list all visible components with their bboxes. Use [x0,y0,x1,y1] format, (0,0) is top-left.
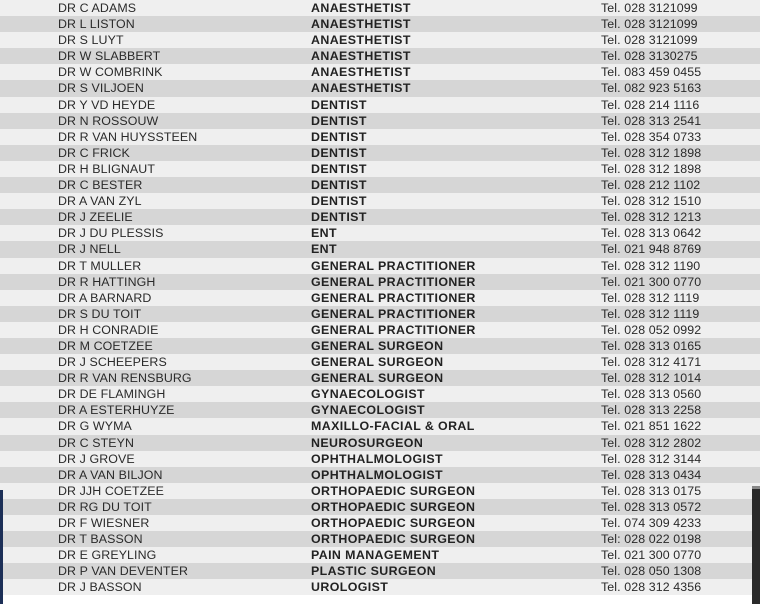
doctor-telephone: Tel. 028 312 1898 [601,161,702,176]
doctor-specialty: GENERAL PRACTITIONER [311,306,476,321]
doctor-telephone: Tel. 028 3130275 [601,49,698,64]
doctor-specialty: ANAESTHETIST [311,17,411,32]
directory-row [0,97,760,113]
directory-row [0,386,760,402]
doctor-specialty: PLASTIC SURGEON [311,564,437,579]
doctor-name: DR C ADAMS [58,1,137,15]
doctor-name: DR J ZEELIE [58,210,133,225]
doctor-telephone: Tel. 028 312 4356 [601,580,702,595]
doctor-specialty: ANAESTHETIST [311,1,411,15]
doctor-telephone: Tel. 028 3121099 [601,33,698,48]
directory-row [0,274,760,290]
doctor-name: DR J SCHEEPERS [58,355,167,370]
doctor-name: DR T MULLER [58,258,142,273]
directory-row [0,354,760,370]
doctor-name: DR A ESTERHUYZE [58,403,175,418]
doctor-specialty: DENTIST [311,113,367,128]
doctor-telephone: Tel. 028 312 1014 [601,371,702,386]
directory-row [0,579,760,595]
directory-row [0,80,760,96]
doctor-specialty: DENTIST [311,97,367,112]
doctor-specialty: OPHTHALMOLOGIST [311,451,443,466]
directory-row [0,338,760,354]
doctor-telephone: Tel. 028 052 0992 [601,322,702,337]
doctor-specialty: DENTIST [311,210,367,225]
directory-row [0,306,760,322]
directory-row [0,161,760,177]
doctor-telephone: Tel. 028 312 1898 [601,145,702,160]
doctor-name: DR S LUYT [58,33,124,48]
doctor-name: DR J BASSON [58,580,142,595]
doctor-telephone: Tel. 028 212 1102 [601,178,701,193]
doctor-name: DR M COETZEE [58,338,153,353]
directory-row [0,467,760,483]
directory-row [0,129,760,145]
doctor-specialty: ORTHOPAEDIC SURGEON [311,483,476,498]
page-edge-right [752,486,760,604]
directory-row [0,499,760,515]
doctor-name: DR A VAN BILJON [58,467,163,482]
doctor-name: DR T BASSON [58,532,143,547]
doctor-telephone: Tel. 074 309 4233 [601,516,702,530]
doctor-telephone: Tel. 028 312 2802 [601,435,702,450]
doctor-telephone: Tel. 028 312 4171 [601,355,702,370]
directory-row [0,48,760,64]
directory-row [0,322,760,338]
directory-row [0,64,760,80]
doctor-name: DR DE FLAMINGH [58,387,166,402]
doctor-name: DR W SLABBERT [58,49,161,64]
doctor-name: DR G WYMA [58,419,132,434]
doctor-telephone: Tel. 028 312 3144 [601,451,702,466]
doctor-telephone: Tel. 028 312 1190 [601,258,701,273]
directory-row [0,418,760,434]
doctor-name: DR A VAN ZYL [58,194,142,209]
directory-row [0,209,760,225]
doctor-name: DR JJH COETZEE [58,483,165,498]
doctor-specialty: ENT [311,242,337,257]
doctor-specialty: ENT [311,226,337,241]
doctor-telephone: Tel. 028 312 1213 [601,210,702,225]
doctor-specialty: UROLOGIST [311,580,389,595]
doctor-name: DR R HATTINGH [58,274,156,289]
directory-row [0,0,760,16]
doctor-telephone: Tel. 028 313 0165 [601,338,702,353]
doctor-specialty: MAXILLO-FACIAL & ORAL [311,419,475,434]
doctor-specialty: GENERAL PRACTITIONER [311,258,476,273]
doctor-telephone: Tel. 028 313 0175 [601,483,702,498]
doctor-telephone: Tel. 028 313 2258 [601,403,702,418]
doctor-specialty: ORTHOPAEDIC SURGEON [311,532,476,547]
doctor-telephone: Tel. 021 948 8769 [601,242,702,257]
doctor-specialty: DENTIST [311,145,367,160]
doctor-specialty: GENERAL SURGEON [311,338,444,353]
doctor-specialty: ANAESTHETIST [311,65,411,80]
doctor-name: DR J DU PLESSIS [58,226,164,241]
doctor-specialty: GENERAL SURGEON [311,371,444,386]
doctor-name: DR C FRICK [58,145,130,160]
doctor-telephone: Tel. 028 312 1510 [601,194,702,209]
doctor-specialty: NEUROSURGEON [311,435,424,450]
doctor-name: DR R VAN HUYSSTEEN [58,129,198,144]
doctor-specialty: GYNAECOLOGIST [311,403,425,418]
doctor-specialty: DENTIST [311,194,367,209]
directory-row [0,145,760,161]
doctor-specialty: GENERAL PRACTITIONER [311,274,476,289]
doctor-telephone: Tel. 028 313 0642 [601,226,702,241]
doctor-telephone: Tel. 028 3121099 [601,17,698,32]
doctor-telephone: Tel. 021 300 0770 [601,274,702,289]
directory-row [0,258,760,274]
doctor-telephone: Tel: 028 022 0198 [601,532,702,547]
doctor-telephone: Tel. 028 313 2541 [601,113,702,128]
directory-row [0,241,760,257]
doctor-telephone: Tel. 028 313 0560 [601,387,702,402]
doctor-specialty: ORTHOPAEDIC SURGEON [311,516,476,530]
doctor-name: DR L LISTON [58,17,135,32]
directory-row [0,435,760,451]
directory-row [0,451,760,467]
doctor-specialty: PAIN MANAGEMENT [311,548,440,563]
doctor-name: DR R VAN RENSBURG [58,371,192,386]
page-edge-right-highlight [752,486,760,489]
directory-row [0,483,760,499]
directory-row [0,563,760,579]
doctor-telephone: Tel. 028 050 1308 [601,564,702,579]
doctor-name: DR F WIESNER [58,516,150,530]
doctor-telephone: Tel. 028 354 0733 [601,129,702,144]
doctor-specialty: GENERAL SURGEON [311,355,444,370]
doctor-specialty: ANAESTHETIST [311,49,411,64]
doctor-name: DR J NELL [58,242,121,257]
doctor-name: DR S VILJOEN [58,81,144,96]
doctor-telephone: Tel. 028 312 1119 [601,290,700,305]
doctor-name: DR E GREYLING [58,548,157,563]
doctor-name: DR W COMBRINK [58,65,163,80]
directory-row [0,16,760,32]
doctor-name: DR J GROVE [58,451,135,466]
doctor-specialty: DENTIST [311,178,367,193]
doctor-specialty: GENERAL PRACTITIONER [311,322,476,337]
page-edge-left [0,490,3,604]
directory-row [0,370,760,386]
doctor-telephone: Tel. 082 923 5163 [601,81,702,96]
directory-row [0,290,760,306]
doctor-specialty: GENERAL PRACTITIONER [311,290,476,305]
doctor-name: DR RG DU TOIT [58,499,152,514]
doctor-specialty: GYNAECOLOGIST [311,387,425,402]
doctor-name: DR Y VD HEYDE [58,97,156,112]
doctor-telephone: Tel. 028 214 1116 [601,97,700,112]
doctor-name: DR P VAN DEVENTER [58,564,188,579]
doctor-name: DR N ROSSOUW [58,113,159,128]
doctor-telephone: Tel. 021 300 0770 [601,548,702,563]
doctor-telephone: Tel. 028 312 1119 [601,306,700,321]
directory-row [0,402,760,418]
directory-row [0,515,760,531]
doctor-telephone: Tel. 083 459 0455 [601,65,702,80]
doctor-specialty: ANAESTHETIST [311,33,411,48]
doctor-telephone: Tel. 028 3121099 [601,1,698,15]
directory-row [0,177,760,193]
directory-row [0,547,760,563]
doctor-name: DR A BARNARD [58,290,152,305]
doctor-telephone: Tel. 028 313 0572 [601,499,702,514]
doctor-specialty: DENTIST [311,129,367,144]
directory-row [0,531,760,547]
directory-row [0,225,760,241]
directory-row [0,32,760,48]
doctor-name: DR H BLIGNAUT [58,161,155,176]
doctor-specialty: ORTHOPAEDIC SURGEON [311,499,476,514]
doctor-name: DR H CONRADIE [58,322,159,337]
doctor-specialty: ANAESTHETIST [311,81,411,96]
doctor-telephone: Tel. 021 851 1622 [601,419,702,434]
directory-row [0,193,760,209]
doctor-specialty: OPHTHALMOLOGIST [311,467,443,482]
directory-row [0,113,760,129]
doctor-specialty: DENTIST [311,161,367,176]
doctor-name: DR C BESTER [58,178,143,193]
doctor-telephone: Tel. 028 313 0434 [601,467,702,482]
doctor-name: DR S DU TOIT [58,306,142,321]
doctor-name: DR C STEYN [58,435,135,450]
